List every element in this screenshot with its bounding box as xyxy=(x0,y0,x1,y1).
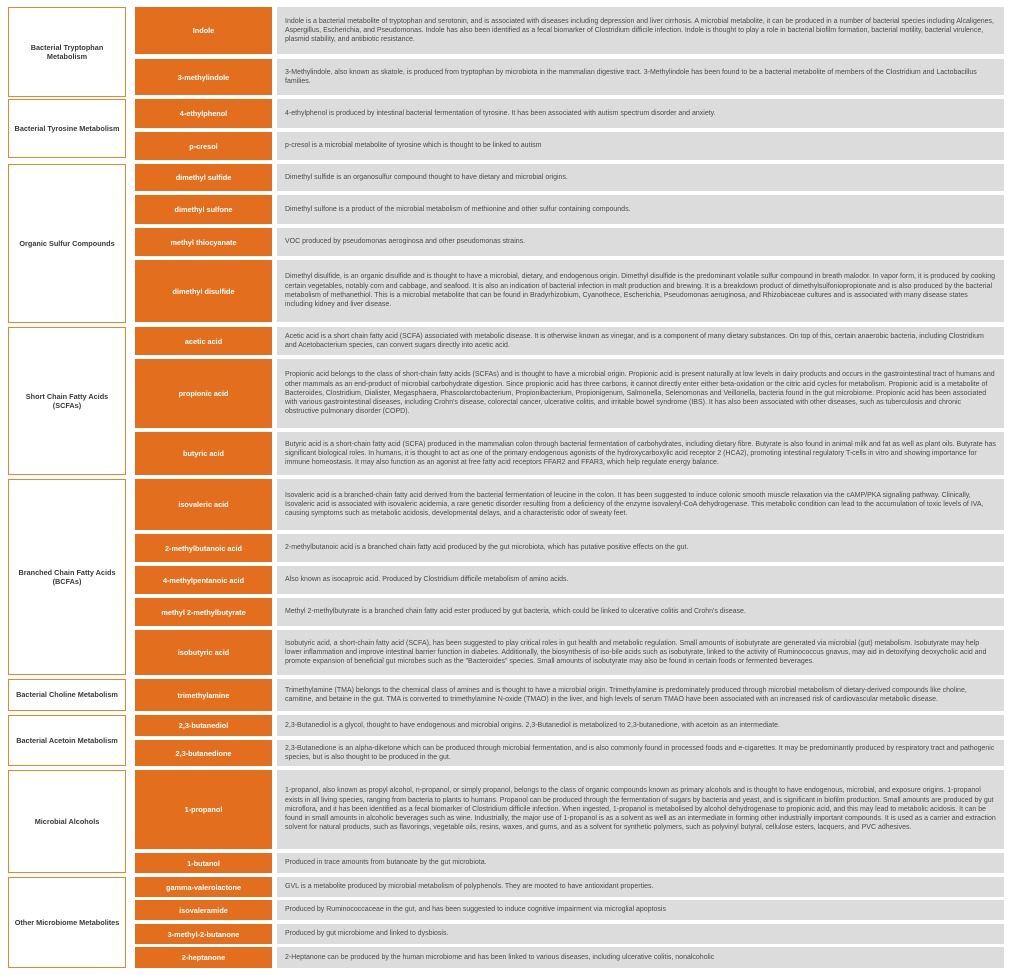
compound-name: 4-ethylphenol xyxy=(135,99,272,128)
compound-name: methyl thiocyanate xyxy=(135,228,272,256)
compound-description: Produced by Ruminococcaceae in the gut, and has been suggested to induce cognitive impairment via microglial apoptosis xyxy=(277,900,1004,920)
category-label: Organic Sulfur Compounds xyxy=(8,164,126,323)
compound-name: 2-heptanone xyxy=(135,947,272,968)
compound-name: trimethylamine xyxy=(135,679,272,711)
compound-description: 2-methylbutanoic acid is a branched chain fatty acid produced by the gut microbiota, which has putative positive effects on the gut. xyxy=(277,534,1004,562)
compound-description: 2,3-Butanedione is an alpha-diketone which can be produced through microbial fermentation, and is also commonly found in processed foods and e-cigarettes. It may be predominantly produced by respiratory tract and pathogenic species, but is also thought to be produced in the gut. xyxy=(277,740,1004,766)
compound-description: Also known as isocaproic acid. Produced by Clostridium difficile metabolism of amino acids. xyxy=(277,566,1004,594)
category-label: Short Chain Fatty Acids (SCFAs) xyxy=(8,327,126,475)
compound-description: Acetic acid is a short chain fatty acid (SCFA) associated with metabolic disease. It is otherwise known as vinegar, and is a component of many dietary substances. On top of this, certain anaerobic bacteria, including Clostridium and Acetobacterium species, can convert sugars directly into acetic acid. xyxy=(277,327,1004,355)
compound-name: 1-butanol xyxy=(135,853,272,873)
compound-description: Produced in trace amounts from butanoate by the gut microbiota. xyxy=(277,853,1004,873)
compound-description: Isobutyric acid, a short-chain fatty acid (SCFA), has been suggested to play critical roles in gut health and metabolic regulation. Small amounts of isobutyrate are generated via microbial (gut) metabolism. Isobutyrate may help lower inflammation and improve intestinal barrier function in diabetes. Additionally, the biosynthesis of iso-bile acids such as isobutyrate, linked to the activity of Ruminococcus gnavus, may aid in detoxifying deoxycholic acid and promote expansion of beneficial gut microbes such as the "Bacteroides" species. Small amounts of isobutyrate may also be found in certain foods or fermented beverages. xyxy=(277,630,1004,675)
compound-name: 2-methylbutanoic acid xyxy=(135,534,272,562)
compound-description: Isovaleric acid is a branched-chain fatty acid derived from the bacterial fermentation of leucine in the colon. It has been suggested to induce colonic smooth muscle relaxation via the cAMP/PKA signaling pathway. Clinically, Isovaleric acid is associated with isovaleric acidemia, a rare genetic disorder resulting from a deficiency of the enzyme isovaleryl-CoA dehydrogenase. This metabolic condition can lead to the accumulation of toxic levels of IVA, causing symptoms such as metabolic acidosis, developmental delays, and a characteristic odor of sweaty feet. xyxy=(277,479,1004,530)
compound-description: GVL is a metabolite produced by microbial metabolism of polyphenols. They are mooted to have antioxidant properties. xyxy=(277,877,1004,897)
compound-name: gamma-valerolactone xyxy=(135,877,272,897)
category-label: Branched Chain Fatty Acids (BCFAs) xyxy=(8,479,126,675)
compound-name: dimethyl sulfide xyxy=(135,164,272,191)
compound-name: butyric acid xyxy=(135,432,272,475)
compound-name: dimethyl disulfide xyxy=(135,260,272,322)
compound-name: isobutyric acid xyxy=(135,630,272,675)
compound-name: propionic acid xyxy=(135,359,272,428)
compound-name: 3-methylindole xyxy=(135,59,272,95)
category-label: Bacterial Tyrosine Metabolism xyxy=(8,99,126,158)
compound-description: 1-propanol, also known as propyl alcohol, n-propanol, or simply propanol, belongs to the class of organic compounds known as primary alcohols and is thought to have endogenous, microbial, and exposure origins. 1-propanol exists in all living species, ranging from bacteria to plants to humans. Propanol can be produced through the fermentation of sugars by bacteria and yeast, and is significant in biofilm production. Small amounts are produced by gut microflora, and it has been identified as a fecal biomarker of Clostridium difficile infection. When ingested, 1-propanol is metabolised by alcohol dehydrogenase to propionic acid, and this may lead to metabolic acidosis. It can be found in small amounts in alcoholic beverages such as wine. Industrially, the major use of 1-propanol is as a solvent as well as an intermediate in forming other industrially important compounds. It is used as a carrier and extraction solvent for natural products, such as flavorings, vegetable oils, resins, waxes, and gums, and as a solvent for synthetic polymers, such as polyvinyl butyral, cellulose esters, lacquers, and PVC adhesives. xyxy=(277,770,1004,849)
compound-description: Methyl 2-methylbutyrate is a branched chain fatty acid ester produced by gut bacteria, which could be linked to ulcerative colitis and Crohn's disease. xyxy=(277,598,1004,626)
compound-description: Butyric acid is a short-chain fatty acid (SCFA) produced in the mammalian colon through bacterial fermentation of carbohydrates, including dietary fibre. Butyrate is also found in animal milk and fat as well as plant oils. Butyrate has significant biological roles. In humans, it is thought to act as one of the primary endogenous agonists of the hydroxycarboxylic acid receptor 2 (HCA2), promoting intestinal regulatory T-cells in vitro and showing importance for immune homeostasis. It may also function as an agonist at free fatty acid receptors FFAR2 and FFAR3, which help regulate energy balance. xyxy=(277,432,1004,475)
compound-name: 2,3-butanedione xyxy=(135,740,272,766)
compound-name: 1-propanol xyxy=(135,770,272,849)
category-label: Other Microbiome Metabolites xyxy=(8,877,126,968)
compound-name: 4-methylpentanoic acid xyxy=(135,566,272,594)
category-label: Bacterial Choline Metabolism xyxy=(8,679,126,711)
compound-description: 2,3-Butanediol is a glycol, thought to have endogenous and microbial origins. 2,3-Butanediol is metabolized to 2,3-butanedione, with acetoin as an intermediate. xyxy=(277,715,1004,736)
compound-description: Dimethyl disulfide, is an organic disulfide and is thought to have a microbial, dietary, and endogenous origin. Dimethyl disulfide is the predominant volatile sulfur compound in breath malodor. In vapor form, it is produced by cooking certain vegetables, notably corn and cabbage, and seafood. It is also an indication of bacterial infection in malt production and brewing. It is a breakdown product of dimethylsulfoniopropionate and is also produced by the bacterial metabolism of methanethiol. This is a microbial metabolite that can be found in Bradyrhizobium, Cyanothece, Escherichia, Pseudomonas aeruginosa, and Rhizobiaceae cultures and is associated with many disease states including kidney and liver disease. xyxy=(277,260,1004,322)
compound-name: acetic acid xyxy=(135,327,272,355)
compound-description: Produced by gut microbiome and linked to dysbiosis. xyxy=(277,924,1004,944)
compound-description: Trimethylamine (TMA) belongs to the chemical class of amines and is thought to have a microbial origin. Trimethylamine is predominately produced through microbial metabolism of dietary-derived compounds like choline, carnitine, and betaine in the gut. TMA is converted to trimethylamine N-oxide (TMAO) in the liver, and high levels of serum TMAO have been associated with an increased risk of cardiovascular metabolic disease. xyxy=(277,679,1004,711)
compound-description: 4-ethylphenol is produced by intestinal bacterial fermentation of tyrosine. It has been associated with autism spectrum disorder and anxiety. xyxy=(277,99,1004,128)
compound-name: isovaleric acid xyxy=(135,479,272,530)
compound-description: Propionic acid belongs to the class of short-chain fatty acids (SCFAs) and is thought to have a microbial origin. Propionic acid is present naturally at low levels in dairy products and occurs in the gastrointestinal tract of humans and other mammals as an end-product of microbial carbohydrate digestion. Since propionic acid has three carbons, it cannot directly enter either beta-oxidation or the citric acid cycles for metabolism. Propionic acid is a metabolite of Bacteroides, Clostridium, Dialister, Megasphaera, Phascolarctobacterium, Propionibacterium, Propionigenum, Salmonella, Selenomonas and Veillonella, bacteria found in the gut microbiome. Propionic acid has been associated with various gastrointestinal diseases, including Crohn's disease, colorectal cancer, ulcerative colitis, and irritable bowel syndrome (IBS). It has also been associated with other diseases, such as tuberculosis and chronic obstructive pulmonary disorder (COPD). xyxy=(277,359,1004,428)
compound-description: Dimethyl sulfide is an organosulfur compound thought to have dietary and microbial origins. xyxy=(277,164,1004,191)
compound-name: methyl 2-methylbutyrate xyxy=(135,598,272,626)
compound-name: Indole xyxy=(135,7,272,54)
compound-name: 3-methyl-2-butanone xyxy=(135,924,272,944)
compound-description: Dimethyl sulfone is a product of the microbial metabolism of methionine and other sulfur containing compounds. xyxy=(277,195,1004,224)
category-label: Bacterial Acetoin Metabolism xyxy=(8,715,126,766)
category-label: Microbial Alcohols xyxy=(8,770,126,873)
compound-description: p-cresol is a microbial metabolite of tyrosine which is thought to be linked to autism xyxy=(277,132,1004,160)
compound-description: Indole is a bacterial metabolite of tryptophan and serotonin, and is associated with diseases including depression and liver cirrhosis. A microbial metabolite, it can be produced in a number of bacterial species including Alcaligenes, Aspergillus, Escherichia, and Pseudomonas. Indole has also been identified as a fecal biomarker of Clostridium difficile infection. Indole is thought to play a role in bacterial biofilm formation, bacterial motility, bacterial virulence, plasmid stability, and antibiotic resistance. xyxy=(277,7,1004,54)
compound-name: 2,3-butanediol xyxy=(135,715,272,736)
compound-description: VOC produced by pseudomonas aeroginosa and other pseudomonas strains. xyxy=(277,228,1004,256)
compound-name: dimethyl sulfone xyxy=(135,195,272,224)
compound-description: 2-Heptanone can be produced by the human microbiome and has been linked to various diseases, including ulcerative colitis, nonalcoholic xyxy=(277,947,1004,968)
compound-description: 3-Methylindole, also known as skatole, is produced from tryptophan by microbiota in the mammalian digestive tract. 3-Methylindole has been found to be a bacterial metabolite of members of the Clostridium and Lactobacillus families. xyxy=(277,59,1004,95)
compound-name: p-cresol xyxy=(135,132,272,160)
category-label: Bacterial Tryptophan Metabolism xyxy=(8,7,126,97)
compound-name: isovaleramide xyxy=(135,900,272,920)
